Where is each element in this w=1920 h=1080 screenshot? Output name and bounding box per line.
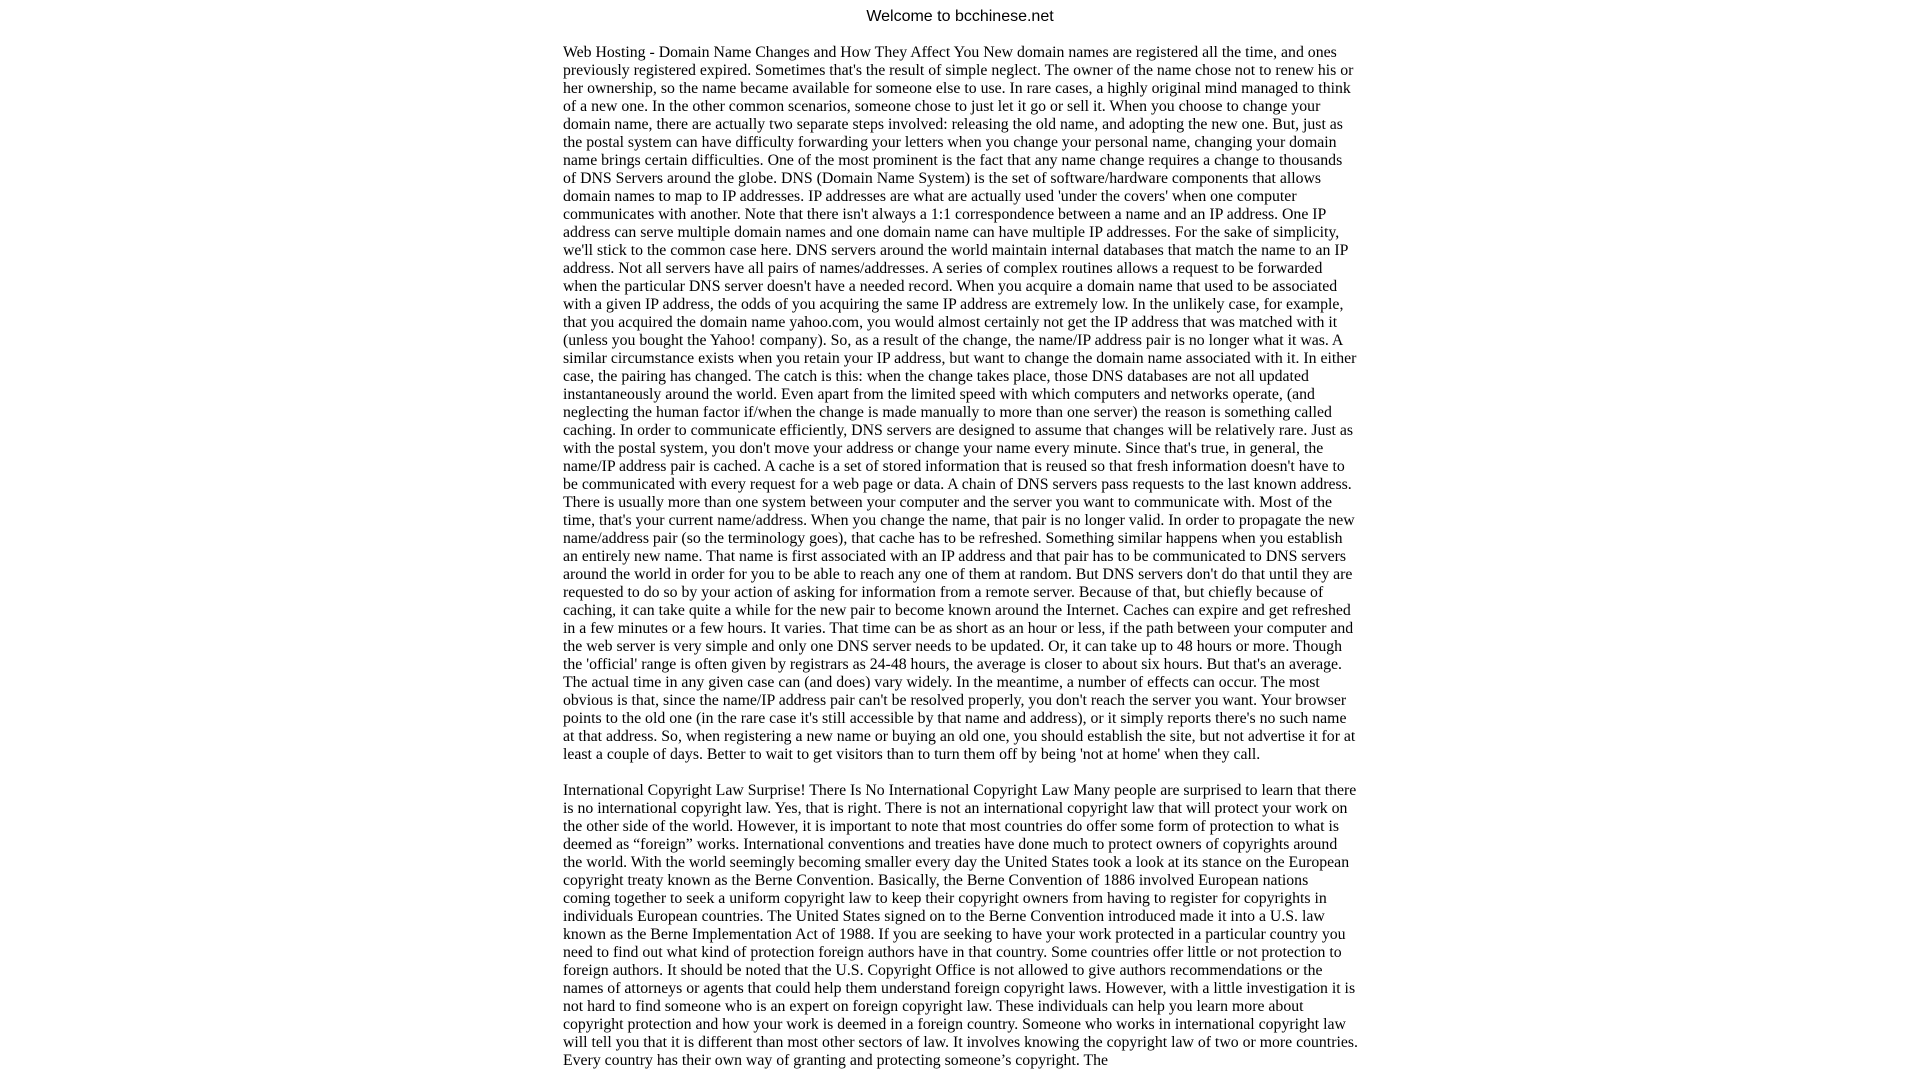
page-title: Welcome to bcchinese.net — [866, 8, 1054, 25]
article-international-copyright: International Copyright Law Surprise! There Is No International Copyright Law Many people are surprised to learn that there is no international copyright law. Yes, that is right. There is not an international copyright law that will protect your work on the other side of the world. However, it is important to note that most countries do offer some form of protection to what is deemed as “foreign” works. International conventions and treaties have done much to protect owners of copyrights around the world. With the world seemingly becoming smaller every day the United States took a look at its stance on the European copyright treaty known as the Berne Convention. Basically, the Berne Convention of 1886 involved European nations coming together to seek a uniform copyright law to keep their copyright owners from having to register for copyrights in individuals European countries. The United States signed on to the Berne Convention introduced made it into a U.S. law known as the Berne Implementation Act of 1988. If you are seeking to have your work protected in a particular country you need to find out what kind of protection foreign authors have in that country. Some countries offer little or not protection to foreign authors. It should be noted that the U.S. Copyright Office is not allowed to give authors recommendations or the names of attorneys or agents that could help them understand foreign copyright laws. However, with a little investigation it is not hard to find someone who is an expert on foreign copyright law. These individuals can help you learn more about copyright protection and how your work is deemed in a foreign country. Someone who works in international copyright law will tell you that it is different than most other sectors of law. It involves knowing the copyright law of two or more countries. Every country has their own way of granting and protecting someone’s copyright. The — [563, 782, 1358, 1069]
article-content — [563, 44, 1359, 1080]
article-domain-name-changes: Web Hosting - Domain Name Changes and How They Affect You New domain names are registered all the time, and ones previously registered expired. Sometimes that's the result of simple neglect. The owner of the name chose not to renew his or her ownership, so the name became available for someone else to use. In rare cases, a highly original mind managed to think of a new one. In the other common scenarios, someone chose to just let it go or sell it. When you choose to change your domain name, there are actually two separate steps involved: releasing the old name, and adopting the new one. But, just as the postal system can have difficulty forwarding your letters when you change your personal name, changing your domain name brings certain difficulties. One of the most prominent is the fact that any name change requires a change to thousands of DNS Servers around the globe. DNS (Domain Name System) is the set of software/hardware components that allows domain names to map to IP addresses. IP addresses are what are actually used 'under the covers' when one computer communicates with another. Note that there isn't always a 1:1 correspondence between a name and an IP address. One IP address can serve multiple domain names and one domain name can have multiple IP addresses. For the sake of simplicity, we'll stick to the common case here. DNS servers around the world maintain internal databases that match the name to an IP address. Not all servers have all pairs of names/addresses. A series of complex routines allows a request to be forwarded when the particular DNS server doesn't have a needed record. When you acquire a domain name that used to be associated with a given IP address, the odds of you acquiring the same IP address are extremely low. In the unlikely case, for example, that you acquired the domain name yahoo.com, you would almost certainly not get the IP address that was matched with it (unless you bought the Yahoo! company). So, as a result of the change, the name/IP address pair is no longer what it was. A similar circumstance exists when you retain your IP address, but want to change the domain name associated with it. In either case, the pairing has changed. The catch is this: when the change takes place, those DNS databases are not all updated instantaneously around the world. Even apart from the limited speed with which computers and networks operate, (and neglecting the human factor if/when the change is made manually to more than one server) the reason is something called caching. In order to communicate efficiently, DNS servers are designed to assume that changes will be relatively rare. Just as with the postal system, you don't move your address or change your name every minute. Since that's true, in general, the name/IP address pair is cached. A cache is a set of stored information that is reused so that fresh information doesn't have to be communicated with every request for a web page or data. A chain of DNS servers pass requests to the last known address. There is usually more than one system between your computer and the server you want to communicate with. Most of the time, that's your current name/address. When you change the name, that pair is no longer valid. In order to propagate the new name/address pair (so the terminology goes), that cache has to be refreshed. Something similar happens when you establish an entirely new name. That name is first associated with an IP address and that pair has to be communicated to DNS servers around the world in order for you to be able to reach any one of them at random. But DNS servers don't do that until they are requested to do so by your action of asking for information from a remote server. Because of that, but chiefly because of caching, it can take quite a while for the new pair to become known around the Internet. Caches can expire and get refreshed in a few minutes or a few hours. It varies. That time can be as short as an hour or less, if the path between your computer and the web server is very simple and only one DNS server needs to be updated. Or, it can take up to 48 hours or more. Though the 'official' range is often given by registrars as 24-48 hours, the average is closer to about six hours. But that's an average. The actual time in any given case can (and does) vary widely. In the meantime, a number of effects can occur. The most obvious is that, since the name/IP address pair can't be resolved properly, you don't reach the server you want. Your browser points to the old one (in the rare case it's still accessible by that name and address), or it simply reports there's no such name at that address. So, when registering a new name or buying an old one, you should establish the site, but not advertise it for at least a couple of days. Better to wait to get visitors than to turn them off by being 'not at home' when they call. — [563, 44, 1357, 763]
